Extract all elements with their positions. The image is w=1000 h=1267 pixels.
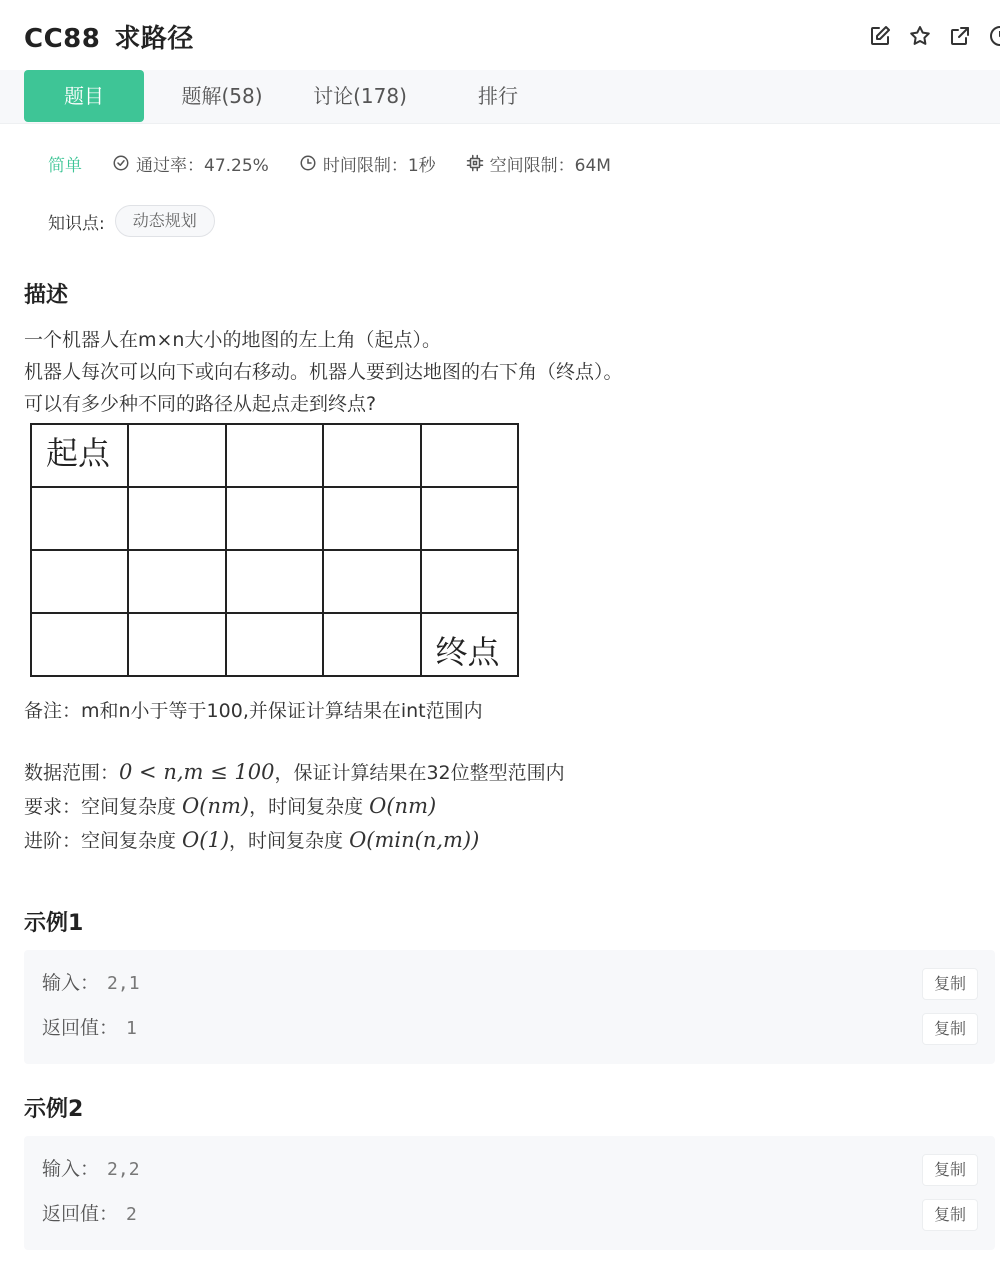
header-actions [868,24,1000,48]
example-2-input [42,1154,140,1184]
time-limit [299,151,436,176]
example-1-box [24,950,995,1064]
grid-cell [226,424,323,487]
example-2-heading: 示例2 [24,1097,84,1122]
grid-cell [421,424,519,487]
copy-input-button[interactable]: 复制 [922,968,978,1000]
grid-cell [128,487,225,550]
tab-discussion[interactable]: 讨论(178) [313,84,407,108]
advanced-space-complexity: O(1) [182,828,230,852]
advanced-label: 进阶：空间复杂度 [24,830,183,852]
description-line: 可以有多少种不同的路径从起点走到终点? [24,393,377,415]
requirements [24,756,565,858]
output-label: 返回值： [42,1017,119,1039]
external-link-icon[interactable] [948,24,972,48]
description-line: 机器人每次可以向下或向右移动。机器人要到达地图的右下角（终点）。 [24,361,623,383]
input-label: 输入： [42,972,100,994]
grid-cell [31,613,128,676]
description-line: 一个机器人在m×n大小的地图的左上角（起点）。 [24,329,441,351]
grid-cell [323,487,420,550]
data-range-label: 数据范围： [24,762,120,784]
example-1-heading: 示例1 [24,911,84,936]
star-icon[interactable] [908,24,932,48]
tab-bar [0,70,1000,124]
problem-meta [48,150,641,176]
requirement-line [24,790,565,824]
tag-dynamic-programming[interactable]: 动态规划 [115,205,215,237]
tab-ranking[interactable]: 排行 [478,84,518,108]
data-range-formula: 0 < n,m ≤ 100 [119,760,275,784]
input-value: 2,1 [107,973,140,994]
problem-title: 求路径 [114,24,194,54]
time-limit-text: 时间限制：1秒 [322,155,436,176]
example-1-output [42,1013,137,1043]
grid-cell-start: 起点 [31,424,128,487]
grid-cell [226,550,323,613]
grid-cell [128,550,225,613]
clock-icon[interactable] [988,24,1000,48]
note-text: 备注：m和n小于等于100,并保证计算结果在int范围内 [24,700,483,722]
difficulty-label: 简单 [48,155,82,176]
output-value: 2 [126,1204,137,1225]
example-1-input [42,968,140,998]
advanced-line [24,824,565,858]
grid-cell [323,424,420,487]
requirement-time-complexity: O(nm) [369,794,437,818]
data-range-line [24,756,565,790]
requirement-label: 要求：空间复杂度 [24,796,183,818]
requirement-mid: ，时间复杂度 [249,796,370,818]
tab-solutions[interactable]: 题解(58) [181,84,263,108]
pass-rate-text: 通过率：47.25% [136,155,269,176]
pass-rate [112,151,269,176]
description-heading: 描述 [24,283,69,308]
copy-output-button[interactable]: 复制 [922,1199,978,1231]
problem-header [0,0,1000,70]
page-title [24,18,194,55]
grid-cell [128,424,225,487]
advanced-mid: ，时间复杂度 [229,830,350,852]
space-limit [466,151,611,176]
tab-problem[interactable]: 题目 [24,70,144,122]
knowledge-points [48,205,215,237]
output-value: 1 [126,1018,137,1039]
knowledge-label: 知识点: [48,213,105,234]
map-grid-image [30,423,519,677]
copy-output-button[interactable]: 复制 [922,1013,978,1045]
grid-cell [421,487,519,550]
grid-cell [323,613,420,676]
grid-cell [226,487,323,550]
grid-cell [421,550,519,613]
chip-icon [466,154,484,172]
advanced-time-complexity: O(min(n,m)) [349,828,480,852]
example-2-box [24,1136,995,1250]
grid-cell [31,550,128,613]
description-text [24,324,623,420]
grid-cell [31,487,128,550]
grid-cell [128,613,225,676]
copy-input-button[interactable]: 复制 [922,1154,978,1186]
grid-cell-end: 终点 [421,613,519,676]
check-circle-icon [112,154,130,172]
requirement-space-complexity: O(nm) [182,794,250,818]
example-2-output [42,1199,137,1229]
space-limit-text: 空间限制：64M [489,155,611,176]
data-range-suffix: ，保证计算结果在32位整型范围内 [274,762,565,784]
clock-icon [299,154,317,172]
input-value: 2,2 [107,1159,140,1180]
output-label: 返回值： [42,1203,119,1225]
grid-cell [226,613,323,676]
grid-cell [323,550,420,613]
edit-icon[interactable] [868,24,892,48]
input-label: 输入： [42,1158,100,1180]
problem-code: CC88 [24,24,101,54]
